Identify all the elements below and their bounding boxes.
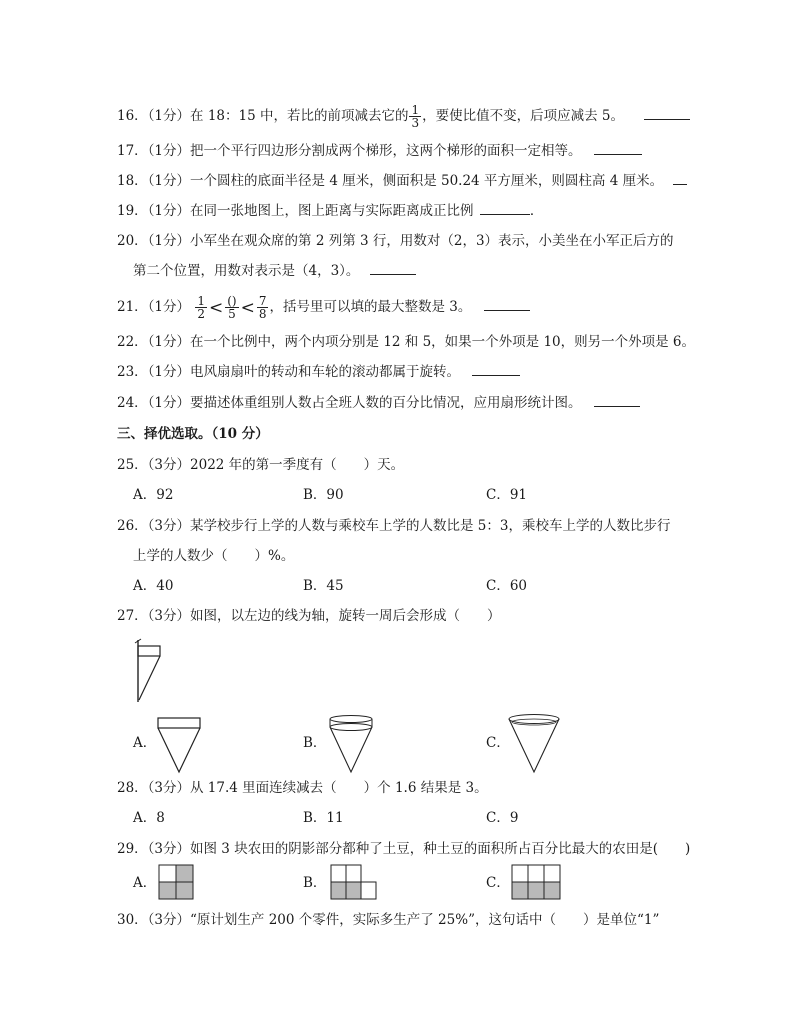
question-score: （1分） bbox=[147, 203, 191, 219]
fraction-numerator: 1 bbox=[411, 103, 420, 117]
answer-blank[interactable] bbox=[673, 172, 687, 185]
question-score: （1分） bbox=[147, 334, 191, 350]
section-heading: 三、择优选取。（10 分） bbox=[117, 426, 269, 442]
question-text: 要描述体重组别人数占全班人数的百分比情况，应用扇形统计图。 bbox=[190, 395, 582, 411]
question-score: （1分） bbox=[147, 364, 191, 380]
question-30: 30．（3分）“原计划生产 200 个零件，实际多生产了 25%”，这句话中（ ）是单位“1” bbox=[117, 912, 660, 928]
answer-blank[interactable] bbox=[370, 262, 416, 275]
option-a[interactable]: A．92 bbox=[133, 487, 174, 503]
question-20 bbox=[117, 231, 674, 251]
question-22 bbox=[117, 332, 695, 352]
question-number: 23． bbox=[117, 364, 148, 380]
question-number: 16． bbox=[117, 108, 148, 124]
question-text: 把一个平行四边形分割成两个梯形，这两个梯形的面积一定相等。 bbox=[190, 143, 582, 159]
question-text: 第二个位置，用数对表示是（4，3）。 bbox=[133, 263, 360, 279]
question-text: 小军坐在观众席的第 2 列第 3 行，用数对（2，3）表示，小美坐在小军正后方的 bbox=[190, 233, 674, 249]
question-24 bbox=[117, 393, 640, 413]
question-end-period: ． bbox=[529, 203, 544, 219]
question-21 bbox=[117, 295, 530, 320]
question-text-end: ，要使比值不变，后项应减去 5。 bbox=[422, 108, 625, 124]
less-than-sign: < bbox=[240, 297, 255, 318]
option-c-farm-grid-figure[interactable] bbox=[511, 864, 561, 900]
option-b[interactable]: B．45 bbox=[303, 578, 344, 594]
option-c[interactable]: C． bbox=[486, 735, 510, 751]
question-18 bbox=[117, 171, 687, 191]
question-19 bbox=[117, 201, 543, 221]
fraction-blank-fifths bbox=[225, 295, 238, 320]
question-28: 28．（3分）从 17.4 里面连续减去（ ）个 1.6 结果是 3。 bbox=[117, 780, 488, 796]
answer-blank[interactable] bbox=[594, 142, 642, 155]
answer-blank[interactable] bbox=[472, 363, 520, 376]
option-b[interactable]: B．90 bbox=[303, 487, 344, 503]
rotation-axis-figure bbox=[128, 638, 164, 704]
fraction-denominator: 5 bbox=[228, 307, 236, 321]
option-a[interactable]: A． bbox=[133, 735, 157, 751]
answer-blank[interactable] bbox=[644, 107, 690, 120]
question-score: （1分） bbox=[147, 108, 191, 124]
question-25: 25．（3分）2022 年的第一季度有（ ）天。 bbox=[117, 457, 405, 473]
option-c[interactable]: C． bbox=[486, 875, 510, 891]
fraction-numerator: 7 bbox=[258, 294, 267, 308]
question-23 bbox=[117, 362, 520, 382]
question-text: ，括号里可以填的最大整数是 3。 bbox=[269, 299, 472, 315]
option-a[interactable]: A．8 bbox=[133, 810, 165, 826]
option-b-cylinder-cone-figure[interactable] bbox=[327, 714, 375, 774]
answer-blank[interactable] bbox=[480, 202, 530, 215]
question-number: 17． bbox=[117, 143, 148, 159]
fraction-seven-eighths bbox=[257, 295, 269, 320]
question-27: 27．（3分）如图，以左边的线为轴，旋转一周后会形成（ ） bbox=[117, 608, 501, 624]
option-b[interactable]: B．11 bbox=[303, 810, 344, 826]
question-number: 20． bbox=[117, 233, 148, 249]
question-number: 19． bbox=[117, 203, 148, 219]
fraction-numerator: () bbox=[227, 294, 237, 308]
question-26: 26．（3分）某学校步行上学的人数与乘校车上学的人数比是 5：3，乘校车上学的人数比步行 bbox=[117, 518, 671, 534]
fraction-denominator: 2 bbox=[197, 307, 205, 321]
question-20-cont bbox=[133, 261, 416, 281]
option-b[interactable]: B． bbox=[303, 875, 327, 891]
option-b[interactable]: B． bbox=[303, 735, 327, 751]
question-score: （1分） bbox=[147, 143, 191, 159]
fraction-denominator: 3 bbox=[411, 116, 420, 130]
fraction-one-half bbox=[195, 295, 207, 320]
question-number: 22． bbox=[117, 334, 148, 350]
option-b-farm-grid-figure[interactable] bbox=[330, 864, 378, 900]
question-score: （1分） bbox=[147, 233, 191, 249]
question-score: （1分） bbox=[147, 299, 191, 315]
question-text: 在一个比例中，两个内项分别是 12 和 5，如果一个外项是 10，则另一个外项是 6。 bbox=[190, 334, 696, 350]
question-number: 24． bbox=[117, 395, 148, 411]
question-17 bbox=[117, 141, 642, 161]
question-text: 电风扇扇叶的转动和车轮的滚动都属于旋转。 bbox=[190, 364, 461, 380]
question-text: 在 18：15 中，若比的前项减去它的 bbox=[190, 108, 409, 124]
fraction-one-third bbox=[409, 104, 421, 129]
question-29: 29．（3分）如图 3 块农田的阴影部分都种了土豆，种土豆的面积所占百分比最大的农田是( ) bbox=[117, 841, 691, 857]
question-score: （1分） bbox=[147, 173, 191, 189]
question-26-cont: 上学的人数少（ ）%。 bbox=[133, 548, 295, 564]
option-c[interactable]: C．60 bbox=[486, 578, 528, 594]
question-16 bbox=[117, 104, 690, 129]
question-number: 21． bbox=[117, 299, 148, 315]
fraction-numerator: 1 bbox=[197, 294, 205, 308]
answer-blank[interactable] bbox=[484, 298, 530, 311]
option-a-farm-grid-figure[interactable] bbox=[158, 864, 194, 900]
option-c[interactable]: C．9 bbox=[486, 810, 519, 826]
fraction-denominator: 8 bbox=[258, 307, 267, 321]
option-a[interactable]: A． bbox=[133, 875, 157, 891]
question-text: 一个圆柱的底面半径是 4 厘米，侧面积是 50.24 平方厘米，则圆柱高 4 厘米。 bbox=[190, 173, 664, 189]
question-score: （1分） bbox=[147, 395, 191, 411]
answer-blank[interactable] bbox=[594, 394, 640, 407]
option-a-cone-with-cylinder-figure[interactable] bbox=[156, 716, 202, 774]
less-than-sign: < bbox=[208, 297, 224, 318]
option-c-cone-figure[interactable] bbox=[506, 712, 562, 774]
option-c[interactable]: C．91 bbox=[486, 487, 528, 503]
option-a[interactable]: A．40 bbox=[133, 578, 174, 594]
question-text: 在同一张地图上，图上距离与实际距离成正比例 bbox=[190, 203, 474, 219]
question-number: 18． bbox=[117, 173, 148, 189]
